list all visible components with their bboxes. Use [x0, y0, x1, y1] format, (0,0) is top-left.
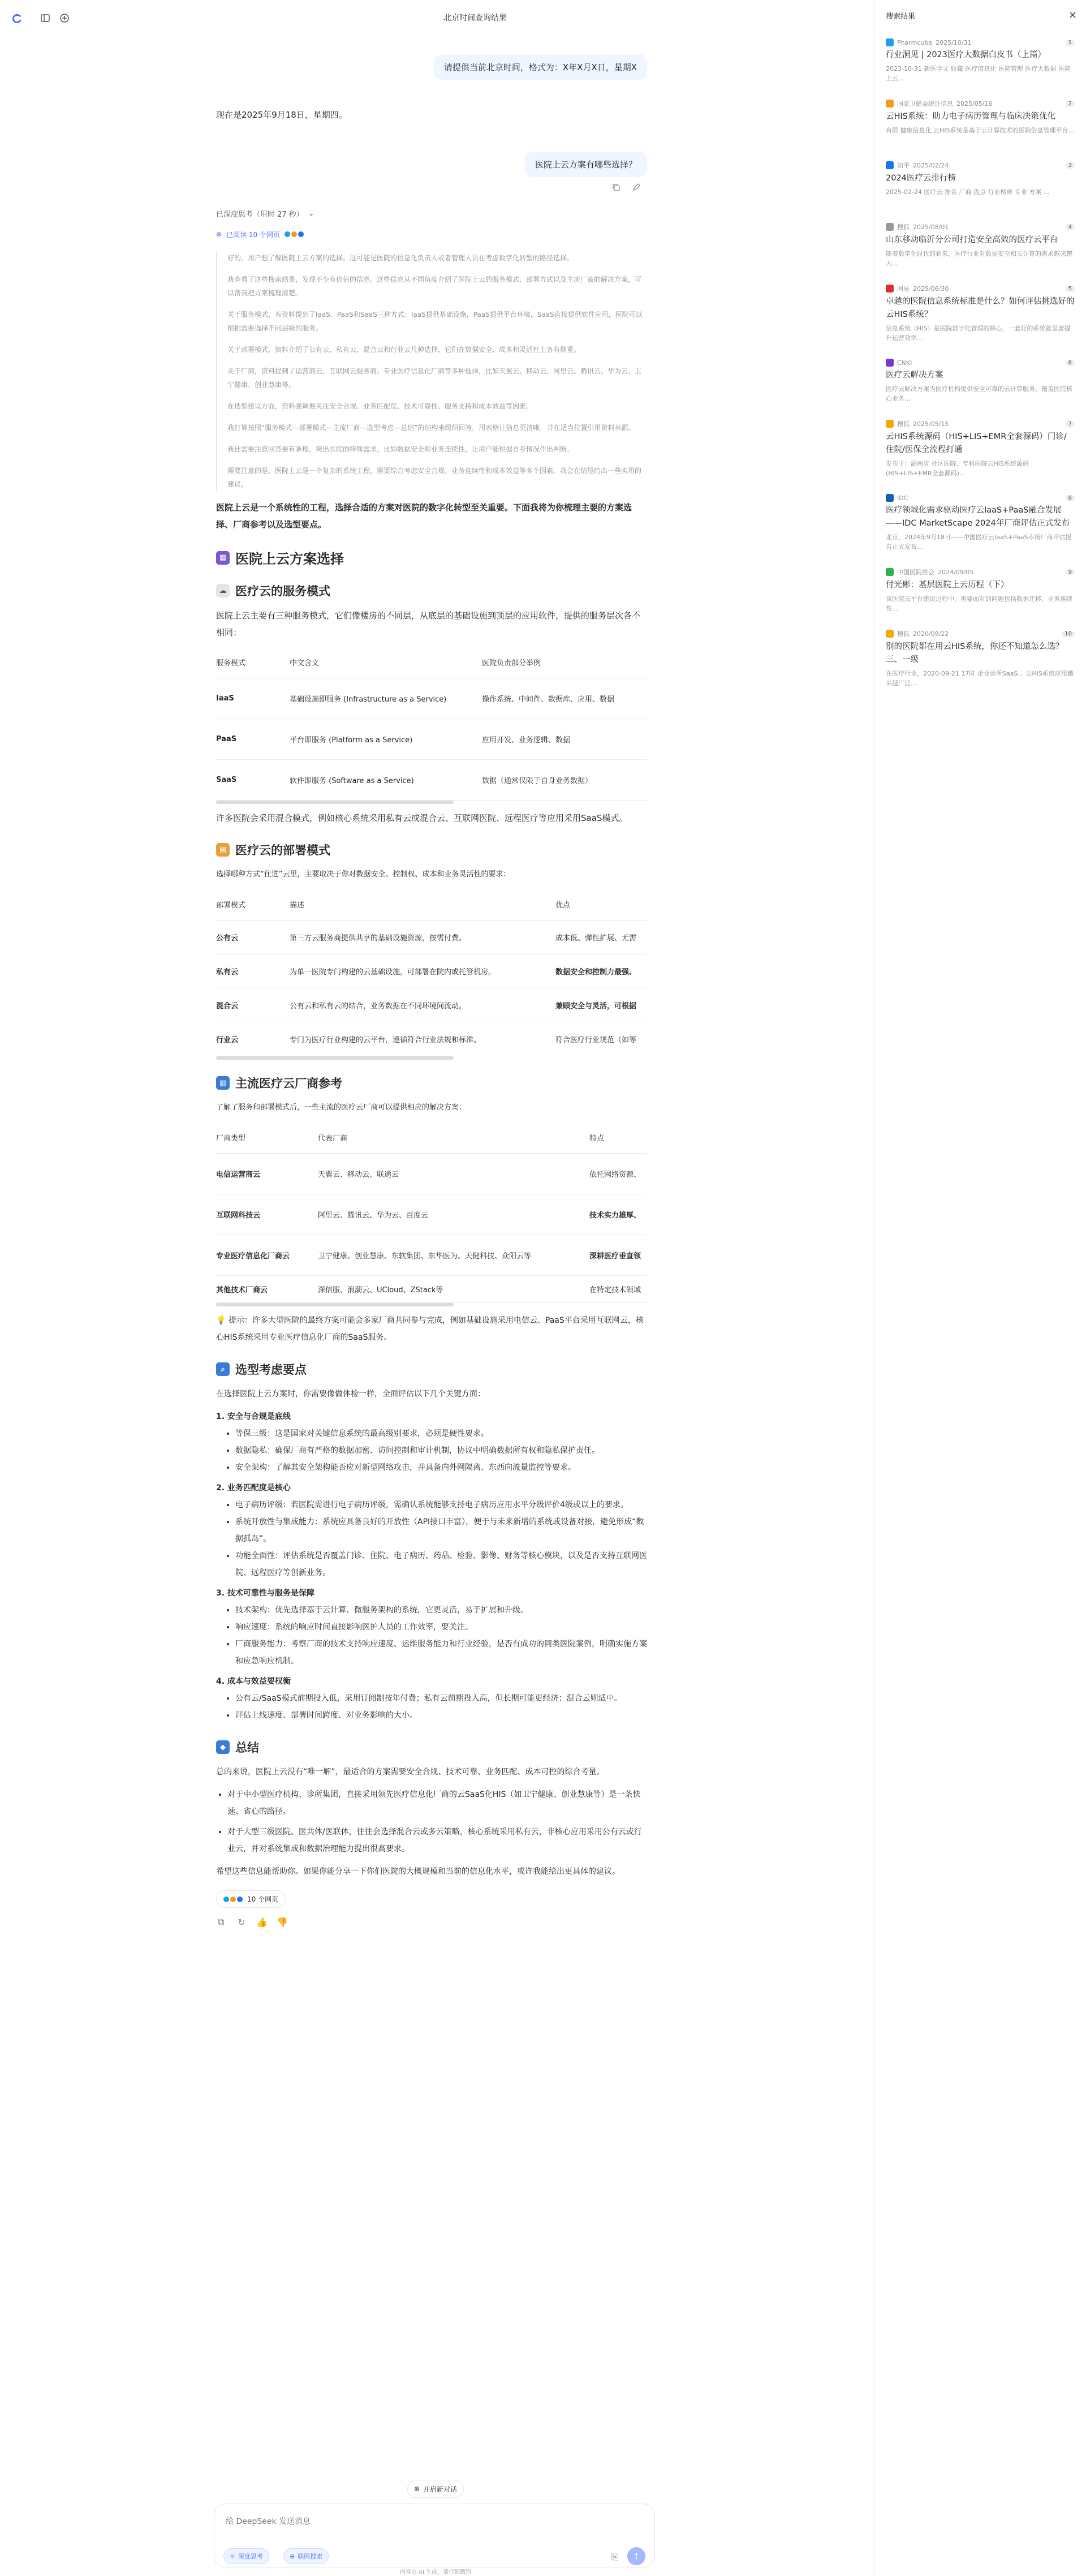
bulb-icon: 💡 — [216, 1316, 226, 1325]
table-header: 部署模式 — [216, 889, 290, 921]
assistant-answer — [216, 205, 647, 1927]
section-heading: ▦ 医院上云方案选择 — [216, 548, 647, 567]
sidebar-toggle-icon[interactable] — [38, 11, 52, 25]
think-label: 已深度思考（用时 27 秒） — [216, 210, 304, 219]
sources-label: 10 个网页 — [247, 1895, 279, 1903]
table-row: PaaS 平台即服务 (Platform as a Service) 应用开发、业务逻辑、数据 — [216, 719, 647, 760]
service-model-table — [216, 647, 647, 801]
result-title[interactable]: 行业洞见 | 2023医疗大数据白皮书（上篇） — [886, 50, 1046, 59]
table-header: 描述 — [290, 889, 555, 921]
search-result-card[interactable] — [874, 621, 1086, 696]
section-heading: ▥ 主流医疗云厂商参考 — [216, 1074, 647, 1091]
think-paragraph: 好的，用户想了解医院上云方案的选择。这可能是医院的信息化负责人或者管理人员在考虑数字化转型的路径选择。 — [227, 254, 574, 262]
result-title[interactable]: 别的医院都在用云HIS系统，你还不知道怎么选？三、一级 — [886, 642, 1064, 664]
table-row: 行业云 专门为医疗行业构建的云平台，遵循符合行业法规和标准。 符合医疗行业规范（如等 — [216, 1022, 647, 1056]
section-desc: 选择哪种方式“住进”云里，主要取决于你对数据安全、控制权、成本和业务灵活性的要求： — [216, 870, 511, 879]
section-heading: ▤ 医疗云的部署模式 — [216, 841, 647, 858]
list-item: • 对于大型三级医院、医共体/医联体，往往会选择混合云或多云策略，核心系统采用私有云，非核心应用采用公有云或行业云，并对系统集成和数据治理能力提出很高要求。 — [227, 1824, 647, 1857]
result-source: 网易 — [897, 285, 910, 293]
summary-desc: 总的来说，医院上云没有“唯一解”，最适合的方案需要安全合规、技术可靠、业务匹配、成本可控的综合考量。 — [216, 1767, 605, 1777]
result-date: 2025/05/15 — [913, 420, 949, 428]
result-index: 4 — [1066, 224, 1075, 230]
table-row: 混合云 公有云和私有云的结合，业务数据在不同环境间流动。 兼顾安全与灵活，可根据 — [216, 988, 647, 1022]
result-source: 搜狐 — [897, 420, 910, 428]
list-item: • 对于中小型医疗机构、诊所集团，直接采用领先医疗信息化厂商的云SaaS化HIS（如卫宁健康、创业慧康等）是一条快速、省心的路径。 — [227, 1786, 647, 1820]
site-favicon-icon — [886, 494, 894, 502]
think-paragraph: 我还需要注意回答要有条理，突出医院的特殊需求，比如数据安全和业务连续性，让用户能根据自身情况作出判断。 — [227, 445, 574, 453]
section-desc: 了解了服务和部署模式后，一些主流的医疗云厂商可以提供相应的解决方案： — [216, 1103, 467, 1112]
site-favicon-icon — [886, 630, 894, 638]
chart-icon: ▥ — [216, 1076, 230, 1090]
copy-icon[interactable] — [611, 182, 621, 192]
result-title[interactable]: 医疗领域化需求驱动医疗云IaaS+PaaS融合发展——IDC MarketScape 2024年厂商评估正式发布 — [886, 506, 1070, 528]
list-item: 4. 成本与效益要权衡 • 公有云/SaaS模式前期投入低，采用订阅制按年付费；私有云前期投入高，但长期可能更经济；混合云则适中。 • 评估上线速度、部署时间跨度、对业务影响的大小。 — [216, 1673, 647, 1724]
list-item: 3. 技术可靠性与服务是保障 • 技术架构：优先选择基于云计算、微服务架构的系统，它更灵活，易于扩展和升级。 • 响应速度：系统的响应时间直接影响医护人员的工作效率，要关注。 • 厂商服务能力：考察厂商的技术支持响应速度、运维服务能力和行业经验，是否有成功的同类医院案例，明确实施方案和应急响应机制。 — [216, 1585, 647, 1670]
search-result-card[interactable] — [874, 214, 1086, 276]
think-paragraph: 需要注意的是，医院上云是一个复杂的系统工程，需要综合考虑安全合规、业务连续性和成本效益等多个因素。我会在结尾给出一些实用的建议。 — [227, 467, 642, 488]
result-snippet: 有限 健康信息化 云HIS系统是基于云计算技术的医院信息管理平台... — [886, 127, 1074, 134]
search-result-card[interactable] — [874, 31, 1086, 91]
closing-paragraph: 希望这些信息能帮助你。如果你能分享一下你们医院的大概规模和当前的信息化水平，或许我能给出更具体的建议。 — [216, 1867, 620, 1876]
left-rail — [0, 0, 79, 2576]
logo-icon[interactable] — [10, 11, 24, 25]
think-toggle[interactable] — [216, 205, 647, 222]
composer — [214, 2504, 655, 2568]
chat-header — [79, 0, 871, 35]
criteria-list — [216, 1408, 647, 1724]
panel-title: 搜索结果 — [886, 12, 916, 21]
close-icon[interactable]: ✕ — [1068, 9, 1077, 21]
sources-button[interactable] — [216, 1890, 286, 1908]
list-item: 2. 业务匹配度是核心 • 电子病历评级：若医院需进行电子病历评级，需确认系统能够支持电子病历应用水平分级评价4级或以上的要求。 • 系统开放性与集成能力：系统应具备良好的开放性（API接口丰富），便于与未来新增的系统或设备对接，避免形成“数据孤岛”。 • 功能全面性：评估系统是否覆盖门诊、住院、电子病历、药品、检验、影像、财务等核心模块，以及是否支持互联网医院、远程医疗等创新业务。 — [216, 1480, 647, 1581]
hospital-icon: ▦ — [216, 551, 230, 565]
search-result-card[interactable] — [874, 351, 1086, 411]
user-message-tools — [611, 182, 641, 192]
result-date: 2025/08/01 — [913, 223, 949, 231]
user-message: 请提供当前北京时间，格式为：X年X月X日，星期X — [434, 54, 647, 80]
search-results-panel — [874, 0, 1086, 2576]
table-header: 代表厂商 — [318, 1122, 589, 1154]
table-header: 中文含义 — [290, 647, 482, 678]
result-meta — [886, 629, 1075, 638]
table-scrollbar[interactable] — [216, 801, 454, 804]
building-icon: ▤ — [216, 843, 230, 857]
result-snippet: 信息系统（HIS）是医院数字化管理的核心，一套好的系统能显著提升运营效率... — [886, 325, 1071, 342]
result-meta — [886, 419, 1075, 428]
search-result-card[interactable] — [874, 276, 1086, 351]
site-favicon-icon — [886, 161, 894, 169]
search-result-card[interactable] — [874, 486, 1086, 560]
answer-actions — [216, 1917, 647, 1927]
diamond-icon: ◆ — [216, 1740, 230, 1754]
result-snippet: 该医院云平台建设过程中，需要面对的问题包括数据迁移、业务连续性... — [886, 595, 1072, 612]
result-index: 6 — [1066, 360, 1075, 366]
deployment-model-table — [216, 889, 647, 1056]
site-favicon-icon — [886, 359, 894, 367]
new-chat-button[interactable]: ⊕ 开启新对话 — [407, 2480, 464, 2498]
result-title[interactable]: 2024医疗云排行榜 — [886, 174, 956, 183]
think-paragraph: 我打算按照“服务模式—部署模式—主流厂商—选型考虑—总结”的结构来组织回答，用表格让信息更清晰，并在适当位置引用资料来源。 — [227, 424, 635, 432]
magnifier-icon: ⌕ — [216, 1362, 230, 1376]
result-title[interactable]: 医疗云解决方案 — [886, 371, 943, 380]
result-source: 中国医院协会 — [897, 569, 934, 576]
search-result-card[interactable] — [874, 153, 1086, 214]
attachment-icon[interactable]: ⎘ — [611, 2552, 618, 2562]
result-snippet: 随着数字化时代的到来，医疗行业对数据安全和云计算的需求越来越大... — [886, 250, 1072, 267]
atom-icon: ⚛ — [230, 2552, 235, 2560]
table-header: 特点 — [589, 1122, 647, 1154]
section-desc: 在选择医院上云方案时，你需要像做体检一样，全面评估以下几个关键方面： — [216, 1390, 485, 1399]
think-paragraph: 我查看了这些搜索结果，发现不少有价值的信息。这些信息从不同角度介绍了医院上云的服务模式、部署方式以及主流厂商的解决方案，可以帮我把方案梳理清楚。 — [227, 276, 642, 297]
source-favicons — [223, 1896, 243, 1902]
result-source: 国家卫健委统计信息 — [897, 100, 953, 107]
summary-list — [216, 1786, 647, 1857]
chevron-down-icon: ⌄ — [308, 209, 314, 218]
result-index: 3 — [1066, 162, 1075, 169]
table-scrollbar[interactable] — [216, 1056, 454, 1060]
table-row: 专业医疗信息化厂商云 卫宁健康、创业慧康、东软集团、东华医为、天健科技、众阳云等 深耕医疗垂直领 — [216, 1235, 647, 1276]
table-scrollbar[interactable] — [216, 1303, 454, 1306]
table-row: 公有云 第三方云服务商提供共享的基础设施资源，按需付费。 成本低、弹性扩展、无需 — [216, 921, 647, 954]
source-favicons — [285, 231, 304, 237]
table-row: 互联网科技云 阿里云、腾讯云、华为云、百度云 技术实力雄厚、 — [216, 1194, 647, 1235]
result-date: 2025/02/24 — [913, 161, 949, 169]
send-button[interactable]: ↑ — [627, 2547, 645, 2565]
web-sources-chip[interactable] — [216, 225, 647, 243]
result-date: 2025/06/30 — [913, 285, 949, 293]
thumbs-up-icon[interactable]: 👍 — [256, 1916, 268, 1928]
result-date: 2025/05/16 — [956, 100, 993, 107]
regenerate-icon[interactable]: ↻ — [238, 1916, 245, 1928]
result-title[interactable]: 付光彬：基层医院上云历程（下） — [886, 580, 1009, 590]
table-row: 电信运营商云 天翼云、移动云、联通云 依托网络资源、 — [216, 1154, 647, 1194]
result-meta — [886, 284, 1075, 293]
table-row: IaaS 基础设施即服务 (Infrastructure as a Service) 操作系统、中间件、数据库、应用、数据 — [216, 678, 647, 719]
table-row: SaaS 软件即服务 (Software as a Service) 数据（通常仅限于自身业务数据） — [216, 760, 647, 801]
search-results-list — [874, 31, 1086, 696]
globe-icon: ⊕ — [290, 2552, 295, 2560]
result-title[interactable]: 山东移动临沂分公司打造安全高效的医疗云平台 — [886, 235, 1058, 244]
table-header: 优点 — [555, 889, 647, 921]
result-meta — [886, 494, 1075, 502]
globe-icon: ⊕ — [216, 230, 222, 238]
section-heading: ☁ 医疗云的服务模式 — [216, 582, 647, 599]
think-paragraph: 关于部署模式，资料介绍了公有云、私有云、混合云和行业云几种选择，它们在数据安全、成本和灵活性上各有侧重。 — [227, 346, 581, 354]
result-snippet: 医疗云解决方案为医疗机构提供安全可靠的云计算服务，覆盖医院核心业务... — [886, 385, 1072, 402]
result-index: 5 — [1066, 286, 1075, 292]
result-source: IDC — [897, 494, 908, 502]
think-paragraph: 关于服务模式，有资料提到了IaaS、PaaS和SaaS三种方式：IaaS提供基础设施，PaaS提供平台环境，SaaS直接提供软件应用，医院可以根据需要选择不同层级的服务。 — [227, 311, 643, 332]
section-desc: 医院上云主要有三种服务模式，它们像楼房的不同层，从底层的基础设施到顶层的应用软件，提供的服务层次各不相同： — [216, 610, 641, 638]
copy-icon[interactable]: ⧉ — [218, 1916, 225, 1927]
chat-title[interactable]: 北京时间查询结果 — [443, 14, 507, 23]
result-meta — [886, 99, 1075, 108]
result-source: Pharmcube — [897, 38, 933, 46]
search-result-card[interactable] — [874, 91, 1086, 153]
result-title[interactable]: 云HIS系统：助力电子病历管理与临床决策优化 — [886, 112, 1055, 121]
panel-header — [874, 0, 1086, 31]
answer-intro: 医院上云是一个系统性的工程，选择合适的方案对医院的数字化转型至关重要。下面我将为你梳理主要的方案选择、厂商参考以及选型要点。 — [216, 502, 632, 530]
result-meta — [886, 38, 1075, 46]
result-meta — [886, 359, 1075, 367]
search-result-card[interactable] — [874, 411, 1086, 486]
footer-disclaimer: 内容由 AI 生成，请仔细甄别 — [399, 2569, 472, 2575]
result-index: 10 — [1062, 631, 1075, 637]
result-date: 2020/09/22 — [913, 630, 949, 638]
message-input[interactable] — [226, 2513, 633, 2530]
result-date: 2024/09/05 — [938, 568, 974, 576]
section-note: 许多医院会采用混合模式，例如核心系统采用私有云或混合云、互联网医院、远程医疗等应用采用SaaS模式。 — [216, 813, 628, 823]
think-paragraph: 在选型建议方面，资料强调要关注安全合规、业务匹配度、技术可靠性、服务支持和成本效益等因素。 — [227, 402, 533, 410]
result-source: CNKI — [897, 359, 912, 367]
table-row: 其他技术厂商云 深信服、浪潮云、UCloud、ZStack等 在特定技术领域 — [216, 1276, 647, 1303]
cloud-icon: ☁ — [216, 584, 230, 597]
result-source: 知乎 — [897, 162, 910, 169]
section-heading: ⌕ 选型考虑要点 — [216, 1361, 647, 1378]
result-source: 搜狐 — [897, 630, 910, 638]
site-favicon-icon — [886, 568, 894, 576]
chat-plus-icon: ⊕ — [413, 2485, 420, 2493]
list-item: 1. 安全与合规是底线 • 等保三级：这是国家对关键信息系统的最高级别要求，必须是硬性要求。 • 数据隐私：确保厂商有严格的数据加密、访问控制和审计机制，协议中明确数据所有权和隐私保护责任。 • 安全架构：了解其安全架构能否应对新型网络攻击，并具备内外网隔离、东西向流量监控等要求。 — [216, 1408, 647, 1476]
result-index: 1 — [1066, 40, 1075, 46]
think-paragraph: 关于厂商，资料提到了运营商云、互联网云服务商、专业医疗信息化厂商等多种选择，比如天翼云、移动云、阿里云、腾讯云、华为云、卫宁健康、创业慧康等。 — [227, 367, 642, 389]
result-title[interactable]: 云HIS系统源码（HIS+LIS+EMR全套源码）门诊/住院/医保全流程打通 — [886, 432, 1067, 454]
vendor-table — [216, 1122, 647, 1303]
result-index: 2 — [1066, 101, 1075, 107]
site-favicon-icon — [886, 285, 894, 293]
table-header: 服务模式 — [216, 647, 290, 678]
site-favicon-icon — [886, 420, 894, 428]
site-favicon-icon — [886, 38, 894, 46]
result-snippet: 发布于：湖南省 社区医院、专科医院云HIS系统源码 (HIS+LIS+EMR全套源码)... — [886, 460, 1029, 477]
search-result-card[interactable] — [874, 560, 1086, 621]
result-date: 2025/10/31 — [936, 38, 972, 46]
result-index: 9 — [1066, 569, 1075, 575]
tip-paragraph: 💡 提示：许多大型医院的最终方案可能会多家厂商共同参与完成，例如基础设施采用电信云、PaaS平台采用互联网云，核心HIS系统采用专业医疗信息化厂商的SaaS服务。 — [216, 1316, 644, 1342]
result-meta — [886, 161, 1075, 170]
result-title[interactable]: 卓越的医院信息系统标准是什么？如何评估挑选好的云HIS系统？ — [886, 297, 1075, 319]
result-snippet: 在医疗行业，2020-09-21 17时 企业诊所SaaS... 云HIS系统应用越来越广泛... — [886, 670, 1074, 687]
assistant-answer-time: 现在是2025年9月18日，星期四。 — [216, 110, 347, 120]
think-content — [216, 251, 647, 491]
web-search-toggle[interactable]: ⊕ 联网搜索 — [283, 2548, 329, 2564]
site-favicon-icon — [886, 223, 894, 231]
result-meta — [886, 222, 1075, 231]
table-row: 私有云 为单一医院专门构建的云基础设施，可部署在院内或托管机房。 数据安全和控制力最强、 — [216, 954, 647, 988]
new-chat-icon[interactable] — [58, 11, 71, 25]
result-index: 7 — [1066, 421, 1075, 427]
section-heading: ◆ 总结 — [216, 1739, 647, 1756]
table-header: 厂商类型 — [216, 1122, 318, 1154]
result-source: 搜狐 — [897, 223, 910, 231]
web-sources-label: 已阅读 10 个网页 — [226, 230, 280, 239]
edit-icon[interactable] — [631, 182, 641, 192]
result-index: 8 — [1066, 495, 1075, 501]
result-snippet: 2023-10-31 新医学文 收藏 医疗信息化 医院管理 医疗大数据 医院上云... — [886, 65, 1071, 82]
thumbs-down-icon[interactable]: 👎 — [277, 1916, 288, 1928]
user-message: 医院上云方案有哪些选择？ — [525, 152, 647, 177]
result-snippet: 2025-02-24 医疗云 排名 厂商 盘点 行业榜单 专业 方案 ... — [886, 188, 1050, 196]
table-header: 医院负责部分举例 — [482, 647, 647, 678]
result-meta — [886, 567, 1075, 577]
result-snippet: 北京，2024年9月18日——中国医疗云IaaS+PaaS市场厂商评估报告正式发布... — [886, 534, 1072, 551]
deep-think-toggle[interactable]: ⚛ 深度思考 — [223, 2548, 269, 2564]
site-favicon-icon — [886, 100, 894, 107]
